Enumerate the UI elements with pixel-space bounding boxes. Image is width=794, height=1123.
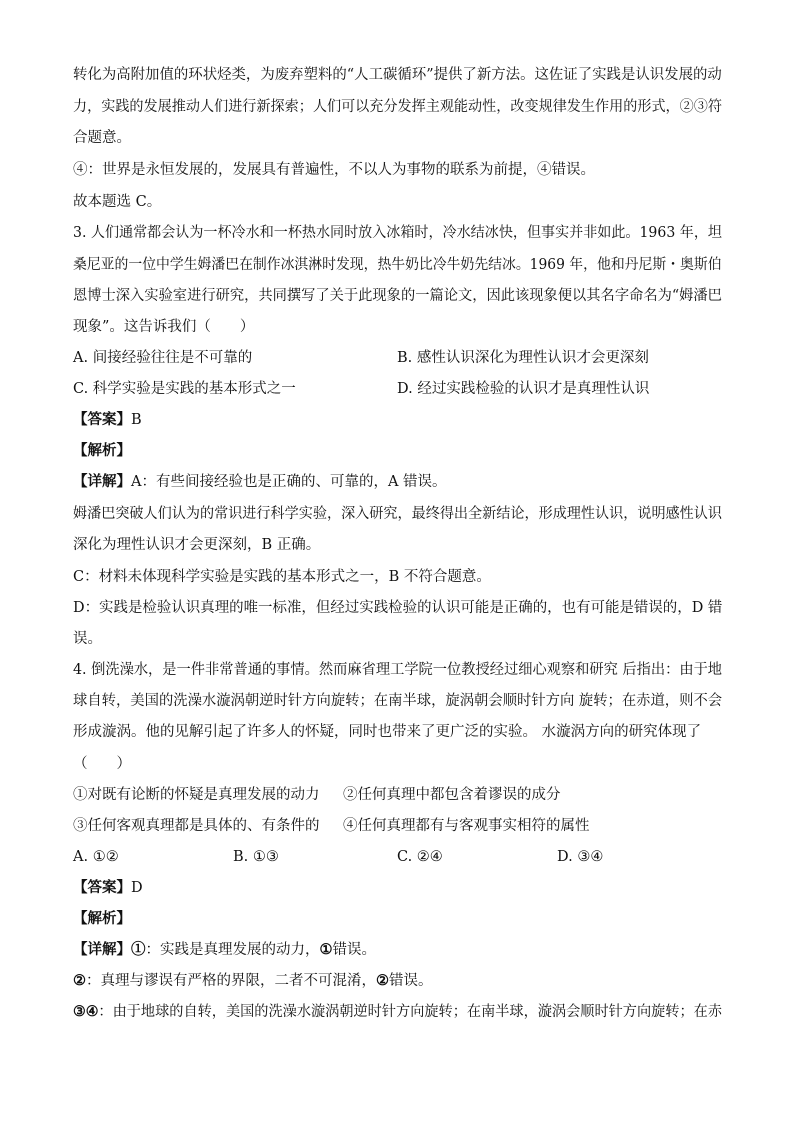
question-4-detail-line (73, 972, 433, 990)
question-4-stem: （ ） (73, 756, 131, 772)
question-3-detail (73, 473, 447, 491)
question-3-stem: 恩博士深入实验室进行研究，共同撰写了关于此现象的一篇论文，因此该现象便以其名字命名为“姆潘巴 (73, 288, 722, 304)
question-3-stem: 桑尼亚的一位中学生姆潘巴在制作冰淇淋时发现，热牛奶比冷牛奶先结冰。1969 年，他和丹尼斯・奥斯伯 (73, 257, 722, 273)
question-4-analysis-tag: 【解析】 (73, 910, 131, 927)
question-3-detail-line: 姆潘巴突破人们认为的常识进行科学实验，深入研究，最终得出全新结论，形成理性认识，说明感性认识 (73, 506, 722, 522)
detail-text: 错误。 (332, 942, 376, 958)
detail-text: ：由于地球的自转，美国的洗澡水漩涡朝逆时针方向旋转；在南半球，漩涡会顺时针方向旋转；在赤 (98, 1004, 722, 1020)
detail-text: 错误。 (389, 973, 433, 989)
question-4-stem: 4. 倒洗澡水，是一件非常普通的事情。然而麻省理工学院一位教授经过细心观察和研究 后指出：由于地 (73, 662, 723, 678)
question-4-option-c: C. ②④ (397, 849, 443, 865)
detail-text: ：实践是真理发展的动力， (145, 942, 320, 958)
answer-value: D (131, 880, 143, 896)
question-4-stem: 形成漩涡。他的见解引起了许多人的怀疑，同时也带来了更广泛的实验。 水漩涡方向的研究体现了 (73, 724, 702, 740)
question-3-option-d: D. 经过实践检验的认识才是真理性认识 (397, 381, 650, 397)
question-4-option-b: B. ①③ (233, 849, 279, 865)
detail-tag: 【详解】 (73, 473, 131, 490)
question-3-stem: 3. 人们通常都会认为一杯冷水和一杯热水同时放入冰箱时，冷水结冰快，但事实并非如此。1963 年，坦 (73, 225, 722, 241)
question-4-statement-1: ①对既有论断的怀疑是真理发展的动力 (73, 787, 320, 803)
statement-marker: ② (73, 972, 86, 989)
question-4-option-a: A. ①② (73, 849, 119, 865)
question-4-detail-line (73, 1003, 722, 1021)
question-3-detail-line: C：材料未体现科学实验是实践的基本形式之一，B 不符合题意。 (73, 569, 491, 585)
question-3-option-b: B. 感性认识深化为理性认识才会更深刻 (397, 350, 649, 366)
question-4-stem: 球自转，美国的洗澡水漩涡朝逆时针方向旋转；在南半球，旋涡朝会顺时针方向 旋转；在赤道，则不会 (73, 693, 723, 709)
question-3-detail-line: D：实践是检验认识真理的唯一标准，但经过实践检验的认识可能是正确的，也有可能是错误的，D 错 (73, 600, 723, 616)
conclusion-line: 故本题选 C。 (73, 194, 162, 210)
detail-tag: 【详解】 (73, 941, 131, 958)
answer-tag: 【答案】 (73, 411, 131, 428)
analysis-line: 力，实践的发展推动人们进行新探索；人们可以充分发挥主观能动性，改变规律发生作用的形式，②③符 (73, 99, 722, 115)
question-4-statement-4: ④任何真理都有与客观事实相符的属性 (343, 818, 590, 834)
question-4-statement-3: ③任何客观真理都是具体的、有条件的 (73, 818, 320, 834)
statement-marker: ① (131, 941, 146, 958)
question-3-answer (73, 411, 142, 429)
question-4-option-d: D. ③④ (557, 849, 604, 865)
answer-value: B (131, 412, 142, 428)
statement-marker: ③④ (73, 1003, 99, 1020)
statement-marker: ① (319, 941, 333, 958)
question-3-option-a: A. 间接经验往往是不可靠的 (73, 350, 253, 366)
question-4-answer (73, 879, 143, 897)
detail-text: ：真理与谬误有严格的界限，二者不可混淆， (86, 973, 376, 989)
question-3-option-c: C. 科学实验是实践的基本形式之一 (73, 381, 296, 397)
question-3-detail-line: 深化为理性认识才会更深刻，B 正确。 (73, 537, 321, 553)
analysis-line: ④：世界是永恒发展的，发展具有普遍性，不以人为事物的联系为前提，④错误。 (73, 162, 595, 178)
answer-tag: 【答案】 (73, 879, 131, 896)
question-4-statement-2: ②任何真理中都包含着谬误的成分 (343, 787, 561, 803)
analysis-line: 转化为高附加值的环状烃类，为废弃塑料的“人工碳循环”提供了新方法。这佐证了实践是认识发展的动 (73, 67, 722, 83)
question-4-detail (73, 941, 376, 959)
question-3-stem: 现象”。这告诉我们（ ） (73, 319, 255, 335)
question-3-detail-line: 误。 (73, 631, 102, 647)
detail-text: A：有些间接经验也是正确的、可靠的，A 错误。 (131, 474, 447, 490)
question-3-analysis-tag: 【解析】 (73, 442, 131, 459)
statement-marker: ② (376, 972, 389, 989)
analysis-line: 合题意。 (73, 130, 131, 146)
